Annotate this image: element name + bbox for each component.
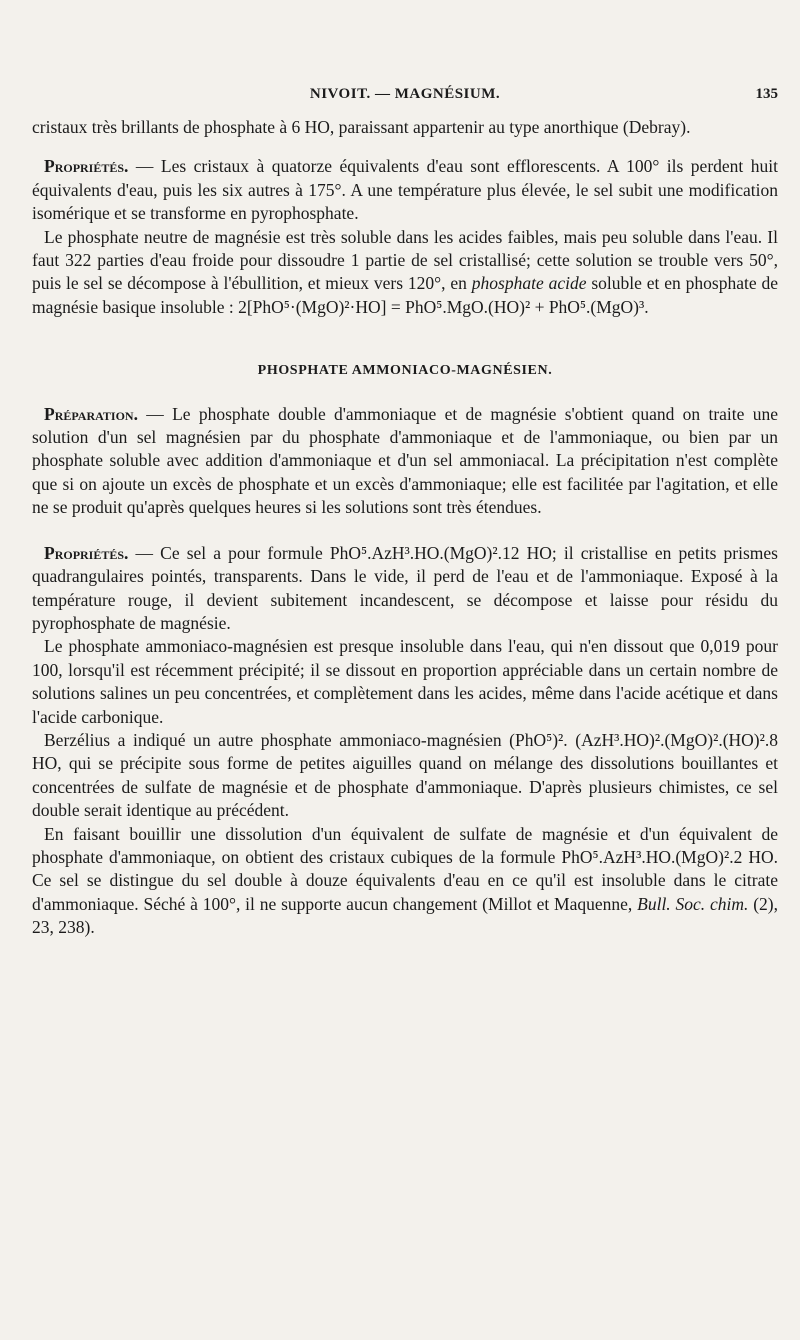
paragraph-text: En faisant bouillir une dissolution d'un équivalent de sulfate de magnésie et d'un équivalent de phosphate d'ammoniaque, on obtient des cristaux cubiques de la formule PhO⁵.AzH³.HO.(MgO)².2 HO. Ce sel se distingue du sel double à douze équivalents d'eau en ce qu'il est insoluble dans le citrate d'ammoniaque. Séché à 100°, il ne supporte aucun changement (Millot et Maquenne, bbox=[32, 823, 778, 914]
paragraph-insolubility: Le phosphate ammoniaco-magnésien est presque insoluble dans l'eau, qui n'en dissout que 0,019 pour 100, lorsqu'il est récemment précipité; il se dissout en proportion appréciable dans un certain nombre de solutions salines un peu concentrées, et complètement dans les acides, même dans l'acide acétique et dans l'acide carbonique. bbox=[32, 636, 778, 727]
page-number: 135 bbox=[755, 86, 778, 102]
paragraph-label: Préparation. bbox=[44, 403, 138, 424]
paragraph-continuation: cristaux très brillants de phosphate à 6 HO, paraissant appartenir au type anorthique (Debray). bbox=[32, 117, 691, 137]
italic-term: phosphate acide bbox=[471, 273, 587, 294]
section-title: PHOSPHATE AMMONIACO-MAGNÉSIEN. bbox=[257, 363, 553, 379]
paragraph-berzelius: Berzélius a indiqué un autre phosphate ammoniaco-magnésien (PhO⁵)². (AzH³.HO)².(MgO)².(HO)².8 HO, qui se précipite sous forme de petites aiguilles quand on mélange des dissolutions bouillantes et concentrées de sulfate de magnésie et de phosphate d'ammoniaque. D'après plusieurs chimistes, ce sel double serait identique au précédent. bbox=[32, 729, 778, 821]
paragraph-solubility bbox=[32, 226, 778, 320]
paragraph-text: (2), 23, 238). bbox=[32, 893, 779, 938]
paragraph-text: — Les cristaux à quatorze équivalents d'eau sont efflorescents. A 100° ils perdent huit équivalents d'eau, puis les six autres à 175°. A une température plus élevée, le sel subit une modification isomérique et se transforme en pyrophosphate. bbox=[32, 156, 778, 224]
running-head: NIVOIT. — MAGNÉSIUM. bbox=[309, 86, 501, 102]
paragraph-proprietes-1 bbox=[32, 155, 778, 225]
paragraph-proprietes-2 bbox=[32, 542, 778, 636]
paragraph-text: — Le phosphate double d'ammoniaque et de magnésie s'obtient quand on traite une solution d'un sel magnésien par du phosphate d'ammoniaque et de l'ammoniaque, ou bien par un phosphate soluble avec addition d'ammoniaque et d'un sel ammoniacal. La précipitation n'est complète que si on ajoute un excès de phosphate et un excès d'ammoniaque; elle est facilitée par l'agitation, et elle ne se produit qu'après quelques heures si les solutions sont très étendues. bbox=[32, 403, 778, 518]
paragraph-label: Propriétés. bbox=[44, 156, 129, 177]
paragraph-label: Propriétés. bbox=[44, 542, 129, 563]
citation: Bull. Soc. chim. bbox=[637, 893, 749, 914]
paragraph-text: soluble et en phosphate de magnésie basique insoluble : 2[PhO⁵·(MgO)²·HO] = PhO⁵.MgO.(HO)² + PhO⁵.(MgO)³. bbox=[32, 273, 778, 317]
paragraph-text: — Ce sel a pour formule PhO⁵.AzH³.HO.(MgO)².12 HO; il cristallise en petits prismes quadrangulaires pointés, transparents. Dans le vide, il perd de l'eau et de l'ammoniaque. Exposé à la température rouge, il devient subitement incandescent, se décompose et laisse pour résidu du pyrophosphate de magnésie. bbox=[32, 542, 778, 633]
paragraph-preparation bbox=[32, 403, 778, 520]
paragraph-cubic-crystals bbox=[32, 823, 778, 940]
paragraph-text: Le phosphate neutre de magnésie est très soluble dans les acides faibles, mais peu soluble dans l'eau. Il faut 322 parties d'eau froide pour dissoudre 1 partie de sel cristallisé; cette solution se trouble vers 50°, puis le sel se décompose à l'ébullition, et mieux vers 120°, en bbox=[32, 226, 778, 294]
page-header bbox=[32, 86, 778, 110]
body-text bbox=[32, 116, 778, 940]
